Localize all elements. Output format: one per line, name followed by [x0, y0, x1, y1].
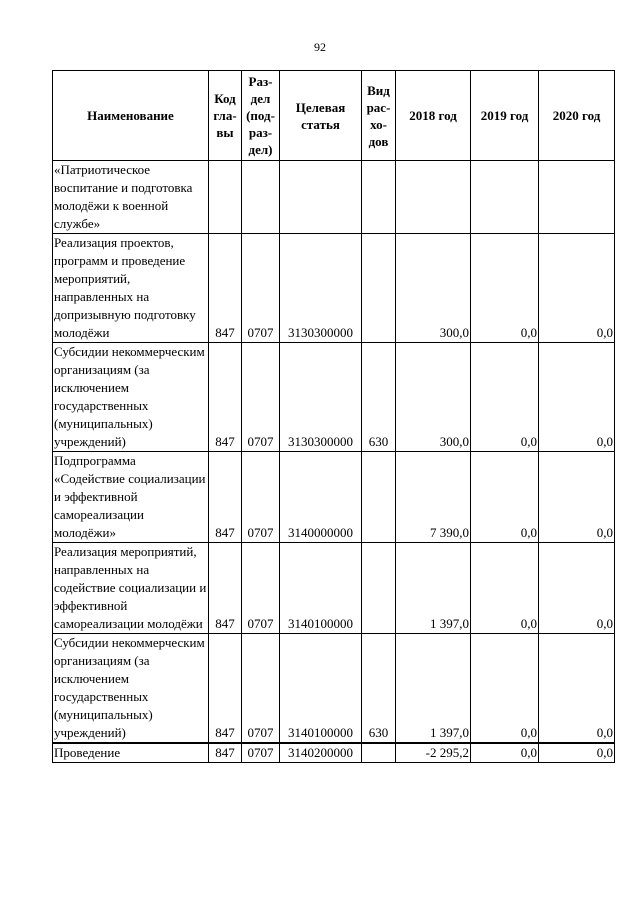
cell-2020: 0,0	[539, 743, 615, 763]
table-row	[53, 634, 615, 744]
cell-code: 847	[209, 543, 242, 634]
cell-section: 0707	[242, 634, 280, 744]
cell-section: 0707	[242, 743, 280, 763]
cell-2018: 300,0	[396, 234, 471, 343]
cell-type	[362, 743, 396, 763]
table-header	[53, 71, 615, 161]
cell-2018: 300,0	[396, 343, 471, 452]
cell-code: 847	[209, 343, 242, 452]
cell-2019: 0,0	[471, 634, 539, 744]
header-2018: 2018 год	[396, 71, 471, 161]
cell-type	[362, 543, 396, 634]
cell-section: 0707	[242, 234, 280, 343]
cell-2020: 0,0	[539, 634, 615, 744]
cell-2020: 0,0	[539, 452, 615, 543]
table-row	[53, 452, 615, 543]
header-section: Раз- дел (под- раз- дел)	[242, 71, 280, 161]
cell-name: Подпрограмма «Содействие социализации и эффективной самореализации молодёжи»	[53, 452, 209, 543]
table-row	[53, 234, 615, 343]
header-code: Код гла- вы	[209, 71, 242, 161]
cell-code: 847	[209, 634, 242, 744]
cell-type	[362, 234, 396, 343]
cell-name: Реализация проектов, программ и проведение мероприятий, направленных на допризывную подготовку молодёжи	[53, 234, 209, 343]
cell-2020: 0,0	[539, 343, 615, 452]
cell-code	[209, 161, 242, 234]
cell-target: 3140100000	[280, 543, 362, 634]
header-target: Целевая статья	[280, 71, 362, 161]
cell-2019: 0,0	[471, 234, 539, 343]
cell-2018: 1 397,0	[396, 543, 471, 634]
table-row	[53, 743, 615, 763]
cell-2019: 0,0	[471, 743, 539, 763]
cell-2018: 1 397,0	[396, 634, 471, 744]
cell-2020: 0,0	[539, 543, 615, 634]
cell-2020: 0,0	[539, 234, 615, 343]
cell-2018: 7 390,0	[396, 452, 471, 543]
cell-name: Реализация мероприятий, направленных на содействие социализации и эффективной самореализации молодёжи	[53, 543, 209, 634]
cell-name: Субсидии некоммерческим организациям (за исключением государственных (муниципальных) учреждений)	[53, 343, 209, 452]
table-row	[53, 161, 615, 234]
cell-code: 847	[209, 452, 242, 543]
table-row	[53, 343, 615, 452]
header-type: Вид рас- хо- дов	[362, 71, 396, 161]
cell-section: 0707	[242, 543, 280, 634]
cell-type	[362, 161, 396, 234]
cell-type	[362, 452, 396, 543]
cell-name: Субсидии некоммерческим организациям (за исключением государственных (муниципальных) учреждений)	[53, 634, 209, 744]
cell-2018: -2 295,2	[396, 743, 471, 763]
cell-2020	[539, 161, 615, 234]
page-number: 92	[314, 40, 326, 54]
cell-2019	[471, 161, 539, 234]
cell-target: 3130300000	[280, 234, 362, 343]
cell-2018	[396, 161, 471, 234]
cell-section	[242, 161, 280, 234]
cell-code: 847	[209, 234, 242, 343]
cell-target	[280, 161, 362, 234]
cell-target: 3140100000	[280, 634, 362, 744]
cell-2019: 0,0	[471, 343, 539, 452]
cell-name: «Патриотическое воспитание и подготовка молодёжи к военной службе»	[53, 161, 209, 234]
cell-code: 847	[209, 743, 242, 763]
cell-section: 0707	[242, 343, 280, 452]
cell-2019: 0,0	[471, 452, 539, 543]
cell-type: 630	[362, 343, 396, 452]
table-body	[53, 161, 615, 763]
header-name: Наименование	[53, 71, 209, 161]
table-row	[53, 543, 615, 634]
cell-target: 3140200000	[280, 743, 362, 763]
header-2020: 2020 год	[539, 71, 615, 161]
cell-2019: 0,0	[471, 543, 539, 634]
cell-target: 3130300000	[280, 343, 362, 452]
budget-table	[52, 70, 615, 763]
header-2019: 2019 год	[471, 71, 539, 161]
cell-section: 0707	[242, 452, 280, 543]
cell-name: Проведение	[53, 743, 209, 763]
cell-type: 630	[362, 634, 396, 744]
cell-target: 3140000000	[280, 452, 362, 543]
